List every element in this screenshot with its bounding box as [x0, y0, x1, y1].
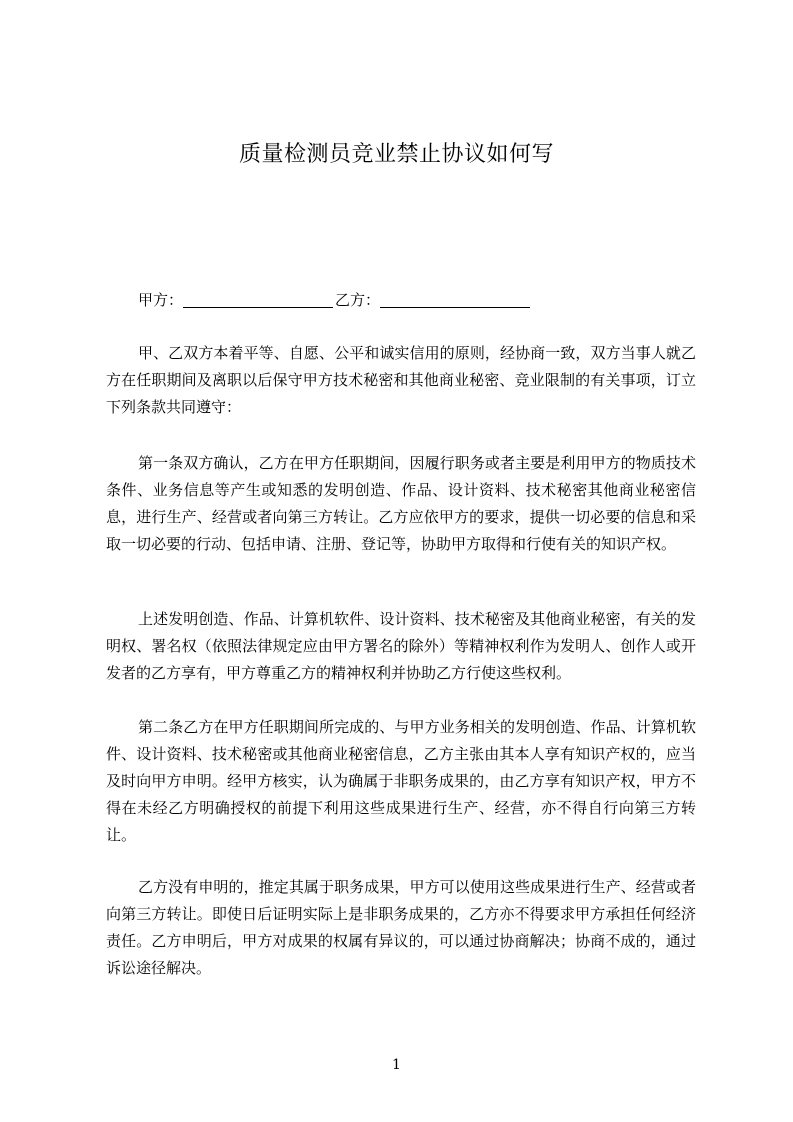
paragraph-undeclared: 乙方没有申明的，推定其属于职务成果，甲方可以使用这些成果进行生产、经营或者向第三方转让。即使日后证明实际上是非职务成果的，乙方亦不得要求甲方承担任何经济责任。乙方申明后，甲方对成果的权属有异议的，可以通过协商解决；协商不成的，通过诉讼途径解决。 [106, 878, 696, 977]
paragraph-article-1: 第一条双方确认，乙方在甲方任职期间，因履行职务或者主要是利用甲方的物质技术条件、业务信息等产生或知悉的发明创造、作品、设计资料、技术秘密其他商业秘密信息，进行生产、经营或者向第三方转让。乙方应依甲方的要求，提供一切必要的信息和采取一切必要的行动、包括申请、注册、登记等，协助甲方取得和行使有关的知识产权。 [106, 454, 696, 553]
paragraph-moral-rights: 上述发明创造、作品、计算机软件、设计资料、技术秘密及其他商业秘密，有关的发明权、署名权（依照法律规定应由甲方署名的除外）等精神权利作为发明人、创作人或开发者的乙方享有，甲方尊重乙方的精神权利并协助乙方行使这些权利。 [106, 610, 696, 682]
party-a-label: 甲方： [138, 291, 184, 309]
paragraph-article-2: 第二条乙方在甲方任职期间所完成的、与甲方业务相关的发明创造、作品、计算机软件、设计资料、技术秘密或其他商业秘密信息，乙方主张由其本人享有知识产权的，应当及时向甲方申明。经甲方核实，认为确属于非职务成果的，由乙方享有知识产权，甲方不得在未经乙方明确授权的前提下利用这些成果进行生产、经营，亦不得自行向第三方转让。 [106, 718, 696, 844]
paragraph-preamble: 甲、乙双方本着平等、自愿、公平和诚实信用的原则，经协商一致，双方当事人就乙方在任职期间及离职以后保守甲方技术秘密和其他商业秘密、竞业限制的有关事项，订立下列条款共同遵守： [106, 344, 696, 416]
party-b-blank [380, 291, 530, 308]
parties-line [138, 290, 530, 310]
party-b-label: 乙方： [335, 291, 381, 309]
page-number: 1 [392, 1057, 401, 1073]
document-title: 质量检测员竞业禁止协议如何写 [238, 142, 554, 167]
party-a-blank [183, 291, 333, 308]
